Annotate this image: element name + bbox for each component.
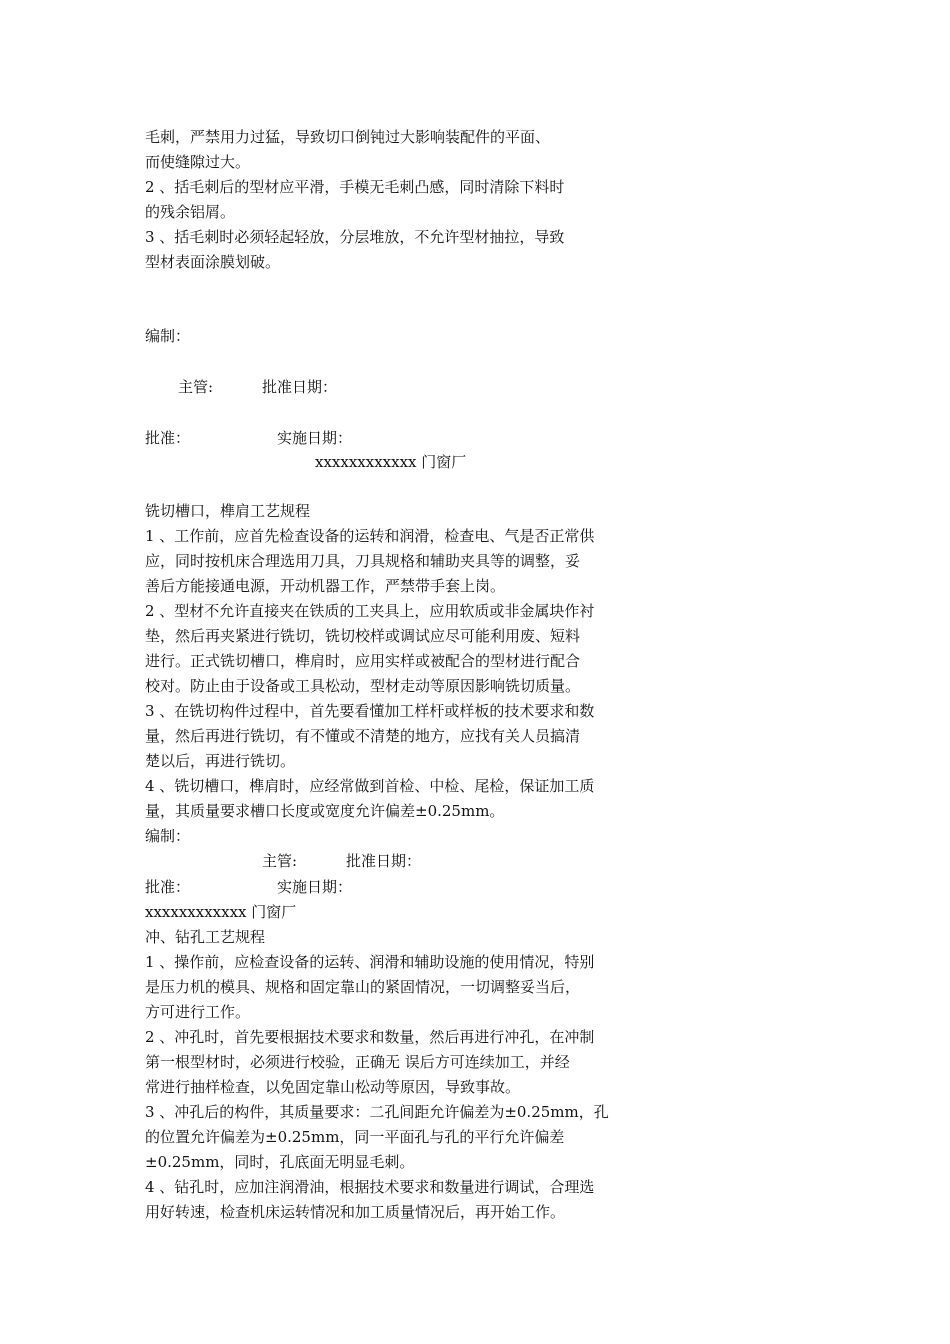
factory-name: xxxxxxxxxxxx 门窗厂 bbox=[315, 453, 467, 471]
section-title: 冲、钻孔工艺规程 bbox=[145, 928, 266, 946]
supervisor-label: 主管: bbox=[178, 378, 214, 396]
paragraph-line: 2 、冲孔时，首先要根据技术要求和数量，然后再进行冲孔，在冲制 bbox=[145, 1028, 595, 1046]
paragraph-line: 楚以后，再进行铣切。 bbox=[145, 752, 296, 770]
paragraph-line: 的位置允许偏差为±0.25mm，同一平面孔与孔的平行允许偏差 bbox=[145, 1128, 565, 1146]
approver-label: 批准： bbox=[145, 429, 191, 447]
paragraph-line: 1 、工作前，应首先检查设备的运转和润滑，检查电、气是否正常供 bbox=[145, 527, 595, 545]
paragraph-line: 是压力机的模具、规格和固定靠山的紧固情况，一切调整妥当后， bbox=[145, 978, 581, 996]
paragraph-line: 3 、在铣切构件过程中，首先要看懂加工样杆或样板的技术要求和数 bbox=[145, 702, 595, 720]
paragraph-line: 2 、型材不允许直接夹在铁质的工夹具上，应用软质或非金属块作衬 bbox=[145, 602, 595, 620]
compiler-label: 编制： bbox=[145, 327, 191, 345]
paragraph-line: 毛刺，严禁用力过猛，导致切口倒钝过大影响装配件的平面、 bbox=[145, 128, 551, 146]
paragraph-line: 3 、括毛刺时必须轻起轻放，分层堆放，不允许型材抽拉，导致 bbox=[145, 228, 565, 246]
factory-name: xxxxxxxxxxxx 门窗厂 bbox=[145, 903, 297, 921]
paragraph-line: 进行。正式铣切槽口，榫肩时，应用实样或被配合的型材进行配合 bbox=[145, 652, 581, 670]
implementation-date-label: 实施日期： bbox=[277, 878, 353, 896]
paragraph-line: 应，同时按机床合理选用刀具，刀具规格和辅助夹具等的调整，妥 bbox=[145, 552, 581, 570]
paragraph-line: 垫，然后再夹紧进行铣切，铣切校样或调试应尽可能利用废、短料 bbox=[145, 627, 581, 645]
paragraph-line: 的残余铝屑。 bbox=[145, 203, 236, 221]
paragraph-line: 常进行抽样检查，以免固定靠山松动等原因，导致事故。 bbox=[145, 1078, 521, 1096]
paragraph-line: 而使缝隙过大。 bbox=[145, 153, 251, 171]
compiler-label: 编制： bbox=[145, 827, 191, 845]
paragraph-line: 量，然后再进行铣切，有不懂或不清楚的地方，应找有关人员搞清 bbox=[145, 727, 581, 745]
paragraph-line: 4 、铣切槽口，榫肩时，应经常做到首检、中检、尾检，保证加工质 bbox=[145, 777, 595, 795]
paragraph-line: ±0.25mm，同时，孔底面无明显毛刺。 bbox=[145, 1153, 415, 1171]
paragraph-line: 3 、冲孔后的构件，其质量要求：二孔间距允许偏差为±0.25mm，孔 bbox=[145, 1103, 609, 1121]
approval-date-label: 批准日期： bbox=[346, 852, 422, 870]
approver-label: 批准： bbox=[145, 878, 191, 896]
paragraph-line: 量，其质量要求槽口长度或宽度允许偏差±0.25mm。 bbox=[145, 802, 505, 820]
paragraph-line: 1 、操作前，应检查设备的运转、润滑和辅助设施的使用情况，特别 bbox=[145, 953, 595, 971]
supervisor-label: 主管: bbox=[262, 852, 298, 870]
approval-date-label: 批准日期： bbox=[262, 378, 338, 396]
paragraph-line: 用好转速，检查机床运转情况和加工质量情况后，再开始工作。 bbox=[145, 1203, 566, 1221]
paragraph-line: 校对。防止由于设备或工具松动，型材走动等原因影响铣切质量。 bbox=[145, 677, 581, 695]
paragraph-line: 方可进行工作。 bbox=[145, 1003, 251, 1021]
paragraph-line: 4 、钻孔时，应加注润滑油，根据技术要求和数量进行调试，合理选 bbox=[145, 1178, 595, 1196]
section-title: 铣切槽口，榫肩工艺规程 bbox=[145, 502, 311, 520]
paragraph-line: 2 、括毛刺后的型材应平滑，手模无毛刺凸感，同时清除下料时 bbox=[145, 178, 565, 196]
paragraph-line: 第一根型材时，必须进行校验，正确无 误后方可连续加工，并经 bbox=[145, 1053, 570, 1071]
paragraph-line: 型材表面涂膜划破。 bbox=[145, 253, 281, 271]
implementation-date-label: 实施日期： bbox=[277, 429, 353, 447]
paragraph-line: 善后方能接通电源，开动机器工作，严禁带手套上岗。 bbox=[145, 577, 506, 595]
